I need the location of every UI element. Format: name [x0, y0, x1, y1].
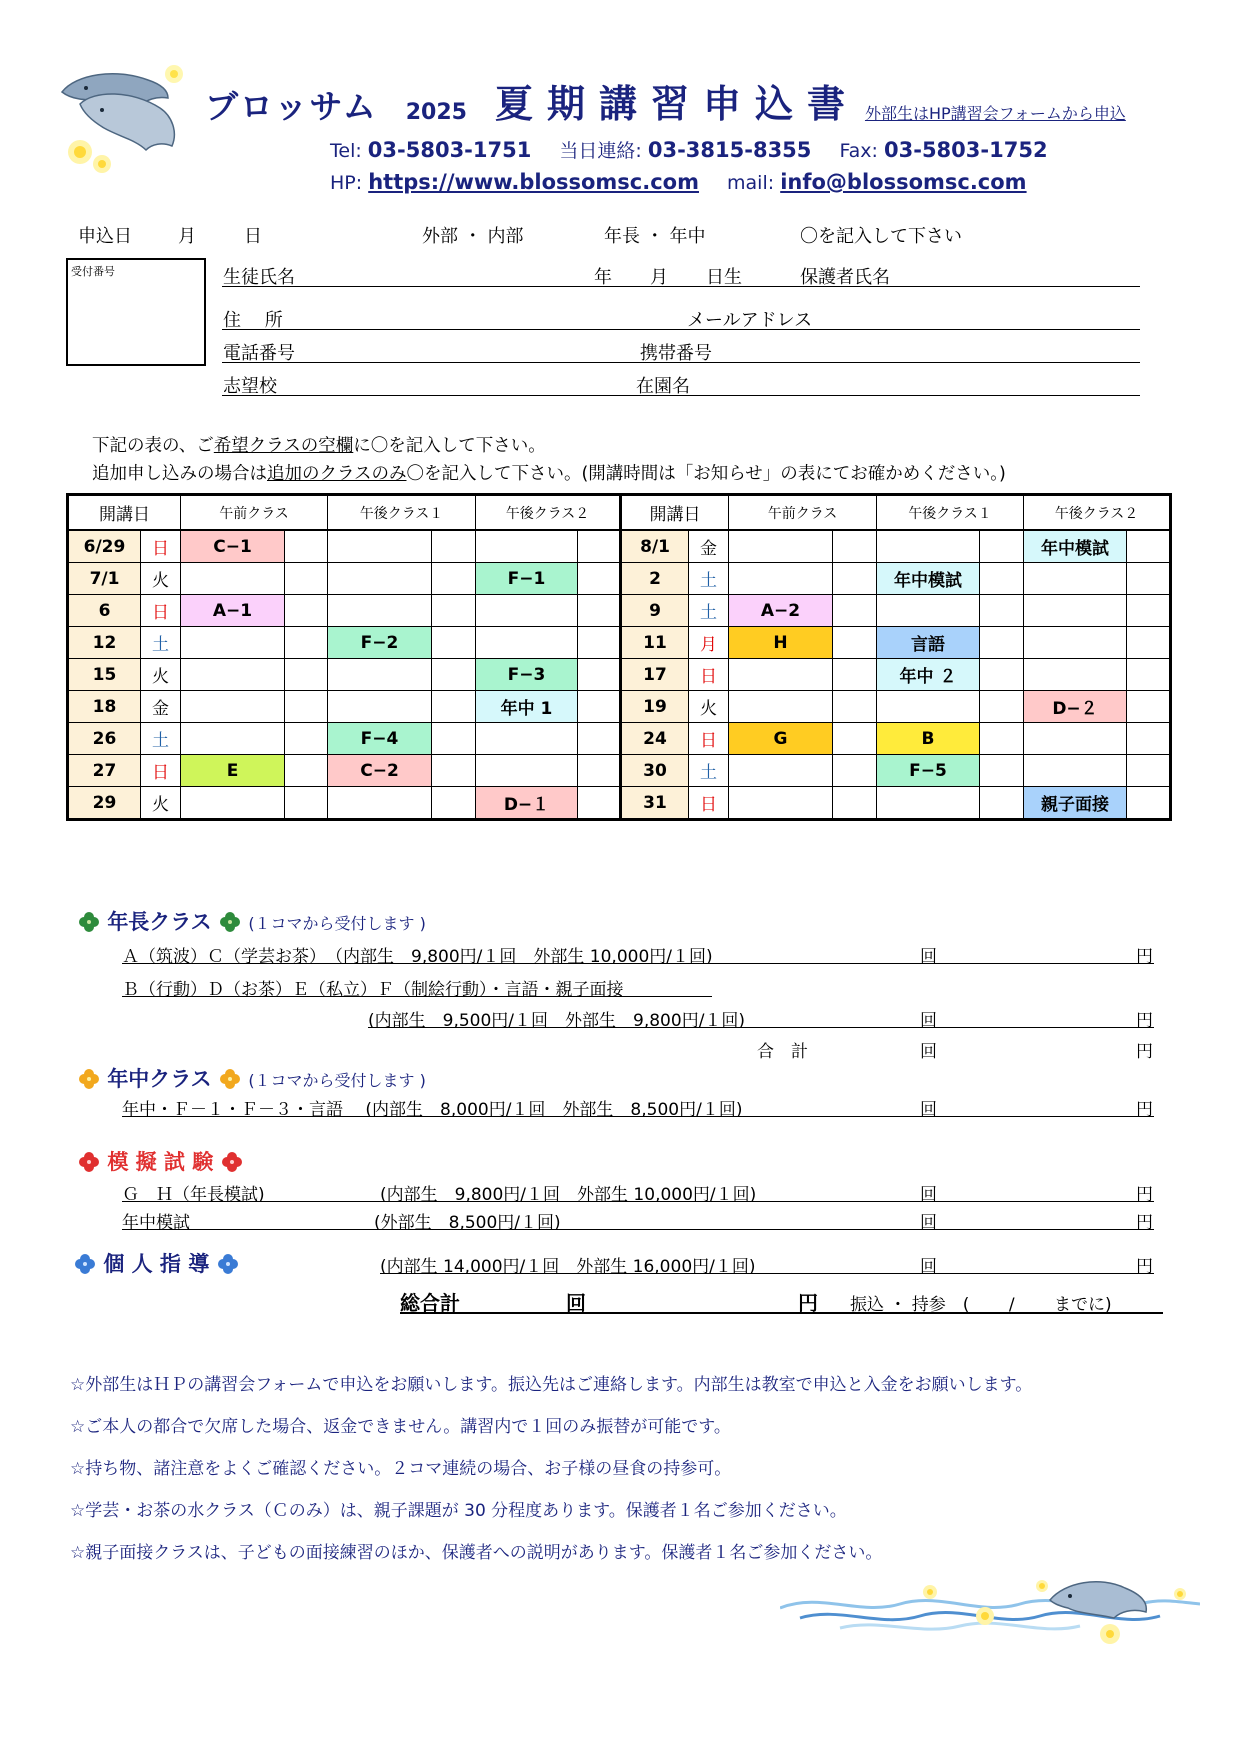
- class-pm2: 親子面接: [1024, 787, 1127, 820]
- class-pm1: F−5: [877, 755, 980, 787]
- birth-year-label: 年: [594, 267, 612, 288]
- table-row: [68, 627, 1171, 659]
- class-pm1-checkbox[interactable]: [432, 659, 476, 691]
- nencho-row-3: (内部生 9,500円/１回 外部生 9,800円/１回): [368, 1011, 746, 1031]
- note-4: ☆学芸・お茶の水クラス（Ｃのみ）は、親子課題が 30 分程度あります。保護者１名ご参加ください。: [70, 1501, 847, 1521]
- class-pm2-checkbox[interactable]: [1127, 627, 1171, 659]
- class-pm2: 年中模試: [1024, 530, 1127, 563]
- phone-label: 電話番号: [223, 343, 295, 364]
- class-pm2-checkbox[interactable]: [1127, 659, 1171, 691]
- date-cell: 6: [68, 595, 141, 627]
- address-label: 住 所: [223, 310, 283, 331]
- hp-label: HP:: [330, 172, 363, 194]
- clover-icon: [219, 911, 241, 933]
- clover-icon: [219, 1068, 241, 1090]
- class-pm1: F−4: [328, 723, 432, 755]
- date-cell: 26: [68, 723, 141, 755]
- phone-field[interactable]: [222, 362, 1140, 363]
- kai-label: 回: [920, 1042, 937, 1062]
- grand-total-label: 総合計: [400, 1291, 460, 1315]
- moshi-row-2-label: 年中模試: [122, 1213, 190, 1233]
- class-pm1-checkbox[interactable]: [432, 691, 476, 723]
- header-pm2: 午後クラス２: [476, 495, 621, 531]
- class-pm1: [328, 659, 432, 691]
- class-pm2-checkbox[interactable]: [578, 530, 621, 563]
- table-row: [68, 691, 1171, 723]
- school-wish-field[interactable]: [222, 395, 1140, 396]
- student-name-label: 生徒氏名: [223, 267, 295, 288]
- birth-day-label: 日生: [706, 267, 742, 288]
- mail-label: mail:: [727, 172, 775, 194]
- clover-icon: [78, 911, 100, 933]
- class-am-checkbox[interactable]: [285, 659, 328, 691]
- contact-phones: [330, 136, 1048, 163]
- table-row: [68, 787, 1171, 820]
- weekday-cell: 金: [141, 691, 181, 723]
- kai-label: 回: [920, 1213, 937, 1233]
- class-pm1-checkbox[interactable]: [980, 723, 1024, 755]
- clover-icon: [217, 1253, 239, 1275]
- schedule-table: [66, 493, 1172, 821]
- header-date: 開講日: [621, 495, 729, 531]
- class-am: [729, 691, 833, 723]
- weekday-cell: 土: [689, 755, 729, 787]
- class-pm1-checkbox[interactable]: [980, 787, 1024, 820]
- date-cell: 29: [68, 787, 141, 820]
- class-pm2-checkbox[interactable]: [578, 787, 621, 820]
- class-pm2: [476, 755, 578, 787]
- weekday-cell: 火: [689, 691, 729, 723]
- header-am: 午前クラス: [729, 495, 877, 531]
- school-name: ブロッサム: [205, 87, 378, 126]
- guardian-label: 保護者氏名: [800, 267, 890, 288]
- class-pm2-checkbox[interactable]: [1127, 563, 1171, 595]
- class-pm1-checkbox[interactable]: [980, 563, 1024, 595]
- class-am-checkbox[interactable]: [833, 723, 877, 755]
- title-row: [205, 68, 1126, 128]
- class-pm2-checkbox[interactable]: [1127, 787, 1171, 820]
- table-row: [68, 595, 1171, 627]
- class-am-checkbox[interactable]: [833, 691, 877, 723]
- external-note: 外部生はHP講習会フォームから申込: [864, 104, 1126, 123]
- date-cell: 6/29: [68, 530, 141, 563]
- date-cell: 18: [68, 691, 141, 723]
- weekday-cell: 火: [141, 563, 181, 595]
- class-pm2-checkbox[interactable]: [1127, 755, 1171, 787]
- class-am-checkbox[interactable]: [833, 627, 877, 659]
- class-pm2: [476, 627, 578, 659]
- class-am-checkbox[interactable]: [285, 723, 328, 755]
- nencho-section-title: 年長クラス (１コマから受付します ): [78, 906, 426, 936]
- clover-icon: [78, 1068, 100, 1090]
- grand-total-kai: 回: [566, 1291, 586, 1315]
- sameday-label: 当日連絡:: [559, 140, 642, 162]
- class-pm2-checkbox[interactable]: [578, 691, 621, 723]
- nencho-row-1: Ａ（筑波）Ｃ（学芸お茶） （内部生 9,800円/１回 外部生 10,000円/１回): [122, 947, 713, 967]
- weekday-cell: 金: [689, 530, 729, 563]
- moshi-row-2-price: (外部生 8,500円/１回): [374, 1213, 561, 1233]
- class-am: A−2: [729, 595, 833, 627]
- class-pm2-checkbox[interactable]: [1127, 530, 1171, 563]
- weekday-cell: 土: [141, 627, 181, 659]
- class-pm2: 年中 1: [476, 691, 578, 723]
- date-cell: 9: [621, 595, 689, 627]
- page-title: 夏期講習申込書: [494, 82, 859, 126]
- yen-label: 円: [1136, 1011, 1153, 1031]
- class-pm1: [328, 563, 432, 595]
- class-pm1: 年中 ２: [877, 659, 980, 691]
- class-pm1: [877, 530, 980, 563]
- class-am: [181, 659, 285, 691]
- class-pm1-checkbox[interactable]: [980, 595, 1024, 627]
- weekday-cell: 月: [689, 627, 729, 659]
- class-pm2-checkbox[interactable]: [578, 755, 621, 787]
- note-2: ☆ご本人の都合で欠席した場合、返金できません。講習内で１回のみ振替が可能です。: [70, 1417, 731, 1437]
- note-5: ☆親子面接クラスは、子どもの面接練習のほか、保護者への説明があります。保護者１名ご参加ください。: [70, 1543, 883, 1563]
- mail-link[interactable]: info@blossomsc.com: [780, 170, 1027, 194]
- moshi-row-2-field[interactable]: [122, 1229, 1154, 1230]
- date-cell: 27: [68, 755, 141, 787]
- class-pm1-checkbox[interactable]: [980, 691, 1024, 723]
- weekday-cell: 日: [141, 530, 181, 563]
- class-pm1: F−2: [328, 627, 432, 659]
- kojin-row-1: (内部生 14,000円/１回 外部生 16,000円/１回): [380, 1257, 756, 1277]
- nenchu-row-1: 年中・Ｆ－１・Ｆ－３・言語 (内部生 8,000円/１回 外部生 8,500円/１回): [122, 1100, 743, 1120]
- kojin-row-1-field[interactable]: [380, 1273, 1154, 1274]
- weekday-cell: 土: [689, 595, 729, 627]
- weekday-cell: 日: [141, 755, 181, 787]
- class-am: [181, 691, 285, 723]
- class-pm2-checkbox[interactable]: [1127, 723, 1171, 755]
- class-pm2-checkbox[interactable]: [578, 595, 621, 627]
- clover-icon: [78, 1151, 100, 1173]
- grade-choice[interactable]: 年長 ・ 年中: [604, 226, 706, 247]
- yen-label: 円: [1136, 947, 1153, 967]
- contact-web: [330, 170, 1027, 194]
- class-am: [729, 530, 833, 563]
- class-pm2: [476, 595, 578, 627]
- yen-label: 円: [1136, 1100, 1153, 1120]
- class-pm1-checkbox[interactable]: [980, 755, 1024, 787]
- class-am: [181, 627, 285, 659]
- grand-total-field[interactable]: [400, 1312, 1163, 1314]
- class-pm2: [1024, 723, 1127, 755]
- weekday-cell: 日: [689, 659, 729, 691]
- date-cell: 2: [621, 563, 689, 595]
- instruction-line-2: 追加申し込みの場合は追加のクラスのみ〇を記入して下さい。(開講時間は「お知らせ」の表にてお確かめください。): [92, 464, 1006, 484]
- class-am: C−1: [181, 530, 285, 563]
- date-cell: 30: [621, 755, 689, 787]
- date-cell: 31: [621, 787, 689, 820]
- class-am: [729, 787, 833, 820]
- kojin-section-title: 個 人 指 導: [74, 1248, 239, 1278]
- class-pm2: [1024, 755, 1127, 787]
- date-cell: 19: [621, 691, 689, 723]
- dolphin-wave-decoration: [780, 1572, 1200, 1652]
- kai-label: 回: [920, 1185, 937, 1205]
- kai-label: 回: [920, 947, 937, 967]
- class-pm2: [1024, 659, 1127, 691]
- ext-int-choice[interactable]: 外部 ・ 内部: [422, 226, 524, 247]
- weekday-cell: 火: [141, 787, 181, 820]
- class-am-checkbox[interactable]: [285, 530, 328, 563]
- date-cell: 15: [68, 659, 141, 691]
- date-cell: 7/1: [68, 563, 141, 595]
- class-pm1: [328, 691, 432, 723]
- table-row: [68, 563, 1171, 595]
- class-pm1-checkbox[interactable]: [432, 530, 476, 563]
- table-row: [68, 530, 1171, 563]
- moshi-row-1-field[interactable]: [122, 1201, 1154, 1202]
- class-am: H: [729, 627, 833, 659]
- class-pm1-checkbox[interactable]: [432, 723, 476, 755]
- date-cell: 11: [621, 627, 689, 659]
- class-am: [729, 659, 833, 691]
- apply-day-label: 日: [244, 226, 262, 247]
- class-am-checkbox[interactable]: [285, 595, 328, 627]
- note-3: ☆持ち物、諸注意をよくご確認ください。２コマ連続の場合、お子様の昼食の持参可。: [70, 1459, 732, 1479]
- sameday-number: 03-3815-8355: [647, 138, 812, 162]
- class-pm2-checkbox[interactable]: [578, 723, 621, 755]
- class-am-checkbox[interactable]: [833, 563, 877, 595]
- class-pm2: [1024, 595, 1127, 627]
- birth-month-label: 月: [650, 267, 668, 288]
- dolphin-logo: [56, 60, 198, 175]
- email-label: メールアドレス: [687, 310, 813, 331]
- year: 2025: [405, 100, 467, 125]
- weekday-cell: 日: [689, 787, 729, 820]
- class-pm2: [1024, 627, 1127, 659]
- table-row: [68, 723, 1171, 755]
- class-pm1-checkbox[interactable]: [432, 595, 476, 627]
- class-pm1-checkbox[interactable]: [432, 755, 476, 787]
- class-pm2-checkbox[interactable]: [578, 563, 621, 595]
- receipt-number-box[interactable]: [66, 258, 206, 366]
- class-pm2-checkbox[interactable]: [578, 627, 621, 659]
- class-pm2-checkbox[interactable]: [1127, 691, 1171, 723]
- tel-label: Tel:: [330, 140, 362, 162]
- class-am-checkbox[interactable]: [285, 691, 328, 723]
- class-pm1: 言語: [877, 627, 980, 659]
- kai-label: 回: [920, 1257, 937, 1277]
- class-pm1-checkbox[interactable]: [980, 627, 1024, 659]
- fax-label: Fax:: [839, 140, 878, 162]
- class-pm1: [328, 530, 432, 563]
- clover-icon: [74, 1253, 96, 1275]
- nencho-row-1-field[interactable]: [122, 963, 1154, 964]
- nenchu-section-title: 年中クラス (１コマから受付します ): [78, 1063, 426, 1093]
- class-am: A−1: [181, 595, 285, 627]
- nencho-row-3-field[interactable]: [368, 1027, 1154, 1028]
- class-pm2: F−1: [476, 563, 578, 595]
- student-name-field[interactable]: [222, 286, 1140, 287]
- weekday-cell: 日: [141, 595, 181, 627]
- class-pm1: [877, 595, 980, 627]
- date-cell: 24: [621, 723, 689, 755]
- class-am-checkbox[interactable]: [285, 563, 328, 595]
- date-cell: 17: [621, 659, 689, 691]
- note-1: ☆外部生はＨＰの講習会フォームで申込をお願いします。振込先はご連絡します。内部生は教室で申込と入金をお願いします。: [70, 1375, 1033, 1395]
- class-am-checkbox[interactable]: [285, 627, 328, 659]
- class-am: [181, 723, 285, 755]
- grand-total-yen: 円: [798, 1291, 818, 1315]
- hp-link[interactable]: https://www.blossomsc.com: [368, 170, 699, 194]
- class-am-checkbox[interactable]: [833, 659, 877, 691]
- weekday-cell: 火: [141, 659, 181, 691]
- instruction-line-1: 下記の表の、ご希望クラスの空欄に〇を記入して下さい。: [92, 436, 546, 456]
- receipt-number-label: 受付番号: [71, 265, 115, 278]
- weekday-cell: 日: [689, 723, 729, 755]
- class-pm2: [476, 530, 578, 563]
- class-pm1-checkbox[interactable]: [432, 787, 476, 820]
- class-am-checkbox[interactable]: [833, 530, 877, 563]
- weekday-cell: 土: [141, 723, 181, 755]
- table-row: [68, 659, 1171, 691]
- tel-number: 03-5803-1751: [367, 138, 532, 162]
- header-pm1: 午後クラス１: [328, 495, 476, 531]
- kai-label: 回: [920, 1011, 937, 1031]
- yen-label: 円: [1136, 1042, 1153, 1062]
- clover-icon: [221, 1151, 243, 1173]
- date-cell: 12: [68, 627, 141, 659]
- class-pm1: [877, 787, 980, 820]
- class-pm1: [328, 787, 432, 820]
- school-wish-label: 志望校: [223, 376, 277, 397]
- class-pm2-checkbox[interactable]: [1127, 595, 1171, 627]
- class-am-checkbox[interactable]: [833, 755, 877, 787]
- circle-note: 〇を記入して下さい: [800, 226, 962, 247]
- nencho-row-2: Ｂ（行動）Ｄ（お茶）Ｅ（私立）Ｆ（制絵行動）・言語・親子面接: [122, 980, 624, 1000]
- fax-number: 03-5803-1752: [884, 138, 1048, 162]
- class-pm2: [476, 723, 578, 755]
- class-am-checkbox[interactable]: [833, 787, 877, 820]
- class-am: [181, 563, 285, 595]
- class-pm1-checkbox[interactable]: [432, 627, 476, 659]
- class-pm2: D−１: [476, 787, 578, 820]
- moshi-row-1-price: (内部生 9,800円/１回 外部生 10,000円/１回): [380, 1185, 757, 1205]
- yen-label: 円: [1136, 1213, 1153, 1233]
- class-pm1: [877, 691, 980, 723]
- class-am-checkbox[interactable]: [285, 787, 328, 820]
- kindergarten-label: 在園名: [636, 376, 690, 397]
- class-am: [729, 563, 833, 595]
- class-am: G: [729, 723, 833, 755]
- class-pm2-checkbox[interactable]: [578, 659, 621, 691]
- nencho-subtotal-label: 合 計: [757, 1042, 808, 1062]
- payment-choice[interactable]: 振込 ・ 持参 ( / までに): [850, 1295, 1112, 1315]
- date-cell: 8/1: [621, 530, 689, 563]
- class-pm1: 年中模試: [877, 563, 980, 595]
- class-pm1: B: [877, 723, 980, 755]
- yen-label: 円: [1136, 1257, 1153, 1277]
- apply-month-label: 月: [178, 226, 196, 247]
- class-pm1-checkbox[interactable]: [432, 563, 476, 595]
- header-date: 開講日: [68, 495, 181, 531]
- class-pm2: [1024, 563, 1127, 595]
- class-am-checkbox[interactable]: [285, 755, 328, 787]
- class-am: [729, 755, 833, 787]
- class-pm1-checkbox[interactable]: [980, 530, 1024, 563]
- moshi-section-title: 模 擬 試 験: [78, 1146, 243, 1176]
- weekday-cell: 土: [689, 563, 729, 595]
- table-row: [68, 755, 1171, 787]
- class-am: [181, 787, 285, 820]
- header-am: 午前クラス: [181, 495, 328, 531]
- class-am: E: [181, 755, 285, 787]
- nenchu-row-1-field[interactable]: [122, 1116, 1154, 1117]
- class-pm2: F−3: [476, 659, 578, 691]
- class-pm1-checkbox[interactable]: [980, 659, 1024, 691]
- header-pm1: 午後クラス１: [877, 495, 1024, 531]
- moshi-row-1-label: Ｇ Ｈ（年長模試): [122, 1185, 265, 1205]
- class-am-checkbox[interactable]: [833, 595, 877, 627]
- mobile-label: 携帯番号: [640, 343, 712, 364]
- apply-date-label: 申込日: [78, 226, 132, 247]
- header-pm2: 午後クラス２: [1024, 495, 1171, 531]
- class-pm1: C−2: [328, 755, 432, 787]
- class-pm2: D−２: [1024, 691, 1127, 723]
- yen-label: 円: [1136, 1185, 1153, 1205]
- address-field[interactable]: [222, 329, 1140, 330]
- kai-label: 回: [920, 1100, 937, 1120]
- class-pm1: [328, 595, 432, 627]
